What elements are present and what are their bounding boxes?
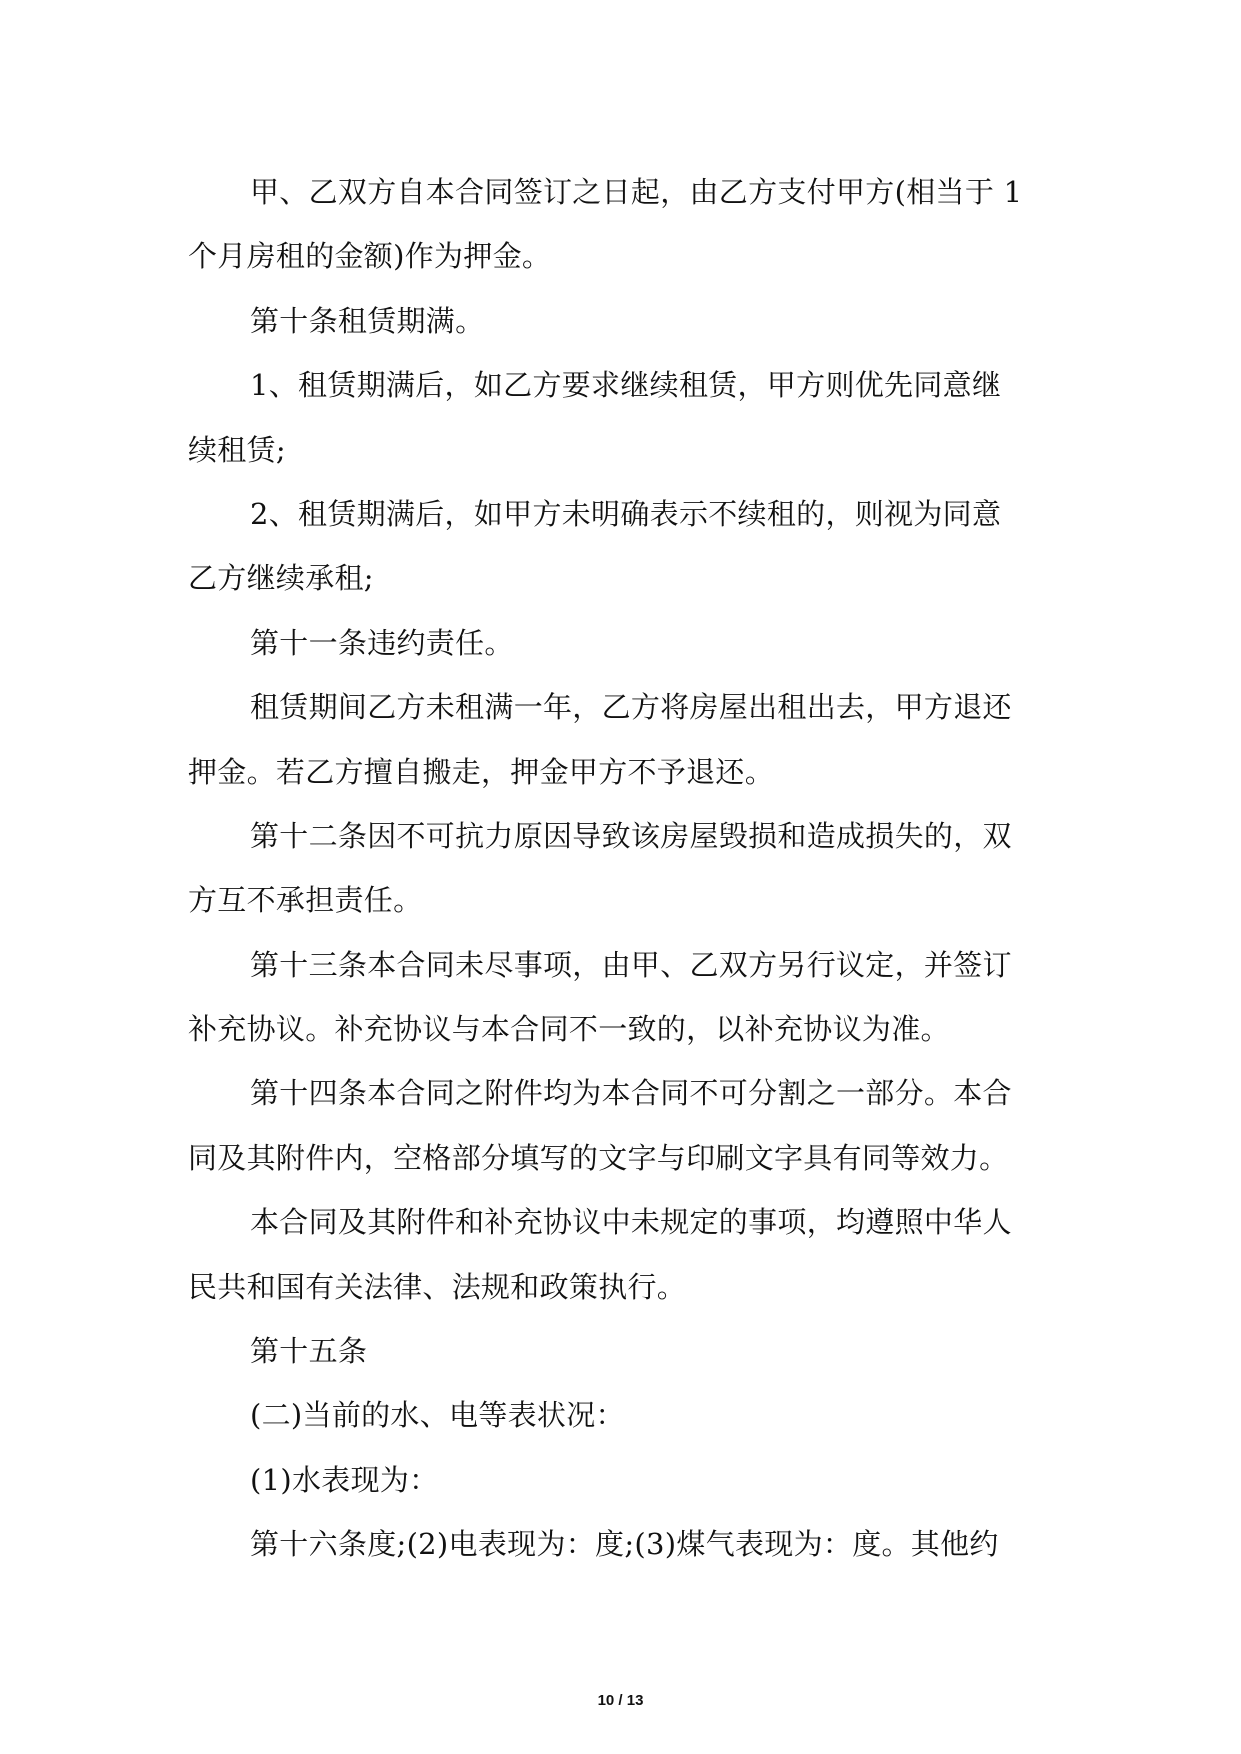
document-body bbox=[188, 160, 1068, 1577]
page-number: 10 / 13 bbox=[597, 1692, 644, 1709]
text-line: 第十六条度;(2)电表现为：度;(3)煤气表现为：度。其他约 bbox=[250, 1527, 999, 1562]
text-line: 第十一条违约责任。 bbox=[250, 625, 514, 660]
text-line: 补充协议。补充协议与本合同不一致的，以补充协议为准。 bbox=[188, 1012, 950, 1047]
text-line: 民共和国有关法律、法规和政策执行。 bbox=[188, 1269, 687, 1304]
text-line: 1、租赁期满后，如乙方要求继续租赁，甲方则优先同意继 bbox=[250, 368, 1002, 403]
text-line: 乙方继续承租; bbox=[188, 561, 374, 596]
text-line: 第十二条因不可抗力原因导致该房屋毁损和造成损失的，双 bbox=[250, 818, 1012, 853]
text-line: (二)当前的水、电等表状况： bbox=[250, 1398, 625, 1433]
text-line: 第十条租赁期满。 bbox=[250, 303, 485, 338]
text-line: 甲、乙双方自本合同签订之日起，由乙方支付甲方(相当于 1 bbox=[250, 175, 1023, 209]
text-line: 2、租赁期满后，如甲方未明确表示不续租的，则视为同意 bbox=[250, 496, 1002, 531]
text-line: 第十三条本合同未尽事项，由甲、乙双方另行议定，并签订 bbox=[250, 947, 1012, 982]
text-line: 续租赁; bbox=[188, 432, 286, 467]
text-line: 租赁期间乙方未租满一年，乙方将房屋出租出去，甲方退还 bbox=[250, 690, 1012, 725]
text-line: 方互不承担责任。 bbox=[188, 883, 423, 918]
text-line: 同及其附件内，空格部分填写的文字与印刷文字具有同等效力。 bbox=[188, 1140, 1009, 1175]
text-line: 押金。若乙方擅自搬走，押金甲方不予退还。 bbox=[188, 754, 775, 789]
text-line: 第十五条 bbox=[250, 1334, 368, 1369]
text-line: 第十四条本合同之附件均为本合同不可分割之一部分。本合 bbox=[250, 1076, 1012, 1111]
text-line: (1)水表现为： bbox=[250, 1462, 439, 1497]
text-line: 本合同及其附件和补充协议中未规定的事项，均遵照中华人 bbox=[250, 1205, 1012, 1240]
text-line: 个月房租的金额)作为押金。 bbox=[188, 239, 552, 274]
